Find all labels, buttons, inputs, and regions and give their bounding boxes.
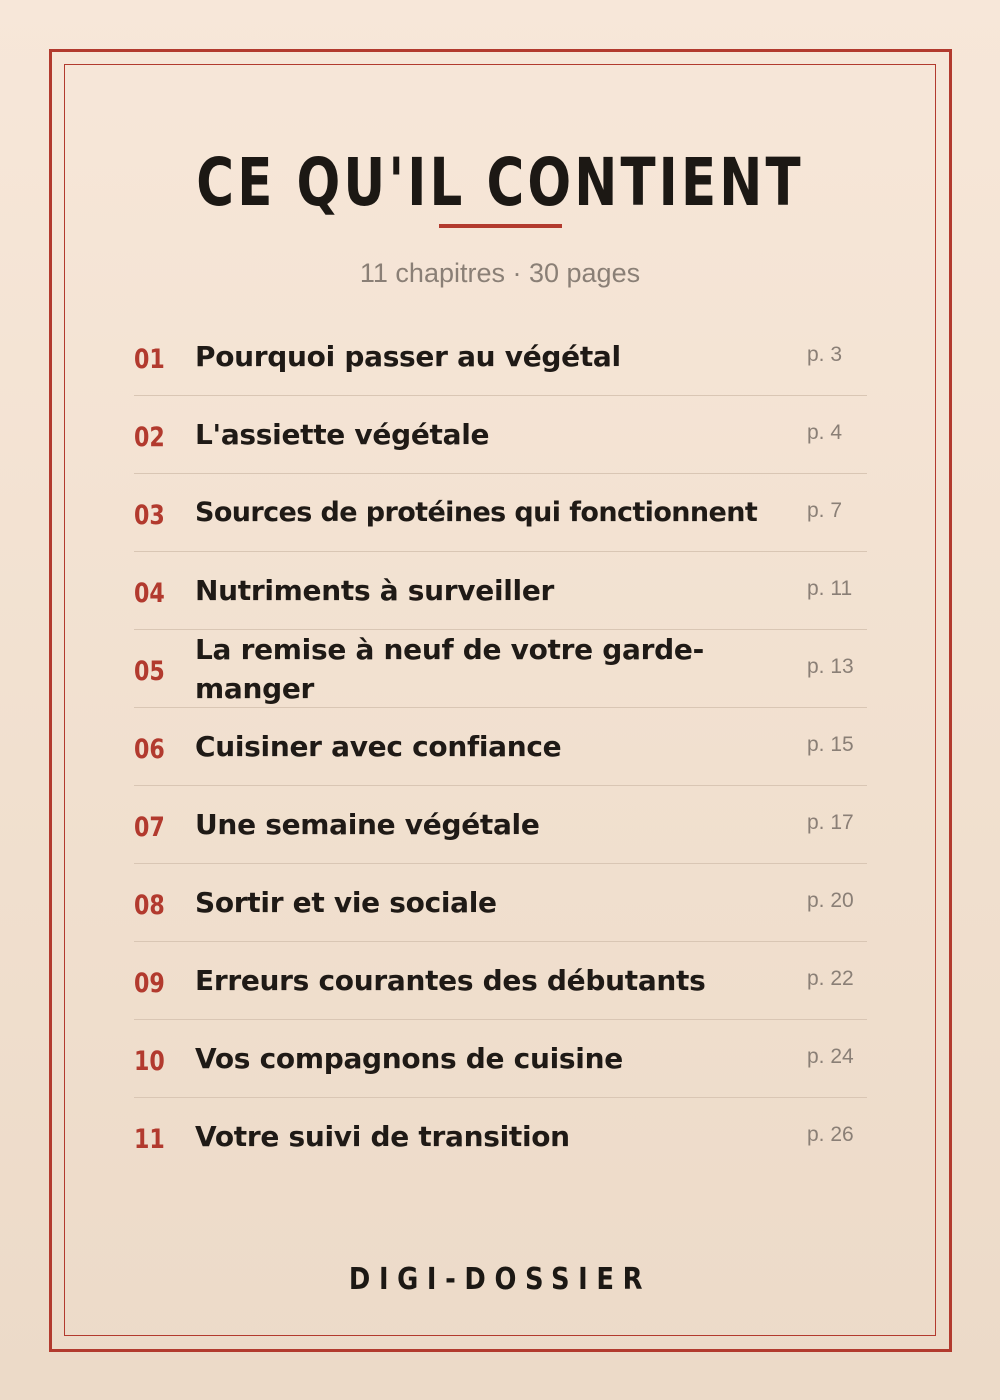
- chapter-page: p. 13: [807, 655, 854, 678]
- chapter-page: p. 4: [807, 421, 843, 444]
- chapter-title-wrap: [195, 630, 735, 707]
- chapter-title: Erreurs courantes des débutants: [195, 964, 706, 997]
- chapter-page: p. 26: [807, 1123, 854, 1146]
- table-of-contents: [134, 318, 867, 1175]
- toc-item-01[interactable]: [134, 318, 867, 396]
- page-title: CE QU'IL CONTIENT: [196, 144, 804, 221]
- chapter-title-wrap: [195, 786, 795, 863]
- toc-item-04[interactable]: [134, 552, 867, 630]
- chapter-number: 01: [134, 344, 165, 375]
- page-subtitle: 11 chapitres · 30 pages: [359, 258, 641, 288]
- chapter-title: Sources de protéines qui fonctionnent: [195, 497, 758, 528]
- brand-name: DIGI-DOSSIER: [348, 1262, 652, 1297]
- chapter-page: p. 3: [807, 343, 843, 366]
- chapter-page: p. 17: [807, 811, 854, 834]
- chapter-title: L'assiette végétale: [195, 418, 490, 451]
- chapter-title-wrap: [195, 474, 795, 551]
- toc-item-05[interactable]: [134, 630, 867, 708]
- chapter-number: 09: [134, 968, 165, 999]
- chapter-page: p. 15: [807, 733, 854, 756]
- title-underline: [439, 224, 562, 228]
- chapter-number: 10: [134, 1046, 165, 1077]
- chapter-number: 06: [134, 734, 165, 765]
- chapter-page: p. 7: [807, 499, 843, 522]
- toc-item-03[interactable]: [134, 474, 867, 552]
- chapter-title-wrap: [195, 1098, 795, 1175]
- chapter-title-wrap: [195, 318, 795, 395]
- chapter-title-wrap: [195, 708, 795, 785]
- chapter-number: 11: [134, 1124, 165, 1155]
- chapter-title: Une semaine végétale: [195, 808, 540, 841]
- chapter-page: p. 11: [807, 577, 853, 600]
- chapter-title-wrap: [195, 396, 795, 473]
- chapter-number: 05: [134, 656, 165, 687]
- chapter-number: 04: [134, 578, 165, 609]
- chapter-title: Cuisiner avec confiance: [195, 730, 562, 763]
- toc-item-09[interactable]: [134, 942, 867, 1020]
- chapter-title: Vos compagnons de cuisine: [195, 1042, 623, 1075]
- chapter-title-wrap: [195, 1020, 795, 1097]
- chapter-page: p. 22: [807, 967, 854, 990]
- chapter-number: 03: [134, 500, 165, 531]
- chapter-number: 02: [134, 422, 165, 453]
- toc-item-02[interactable]: [134, 396, 867, 474]
- toc-item-10[interactable]: [134, 1020, 867, 1098]
- chapter-title: La remise à neuf de votre garde-manger: [195, 632, 704, 705]
- chapter-title-wrap: [195, 864, 795, 941]
- chapter-title: Nutriments à surveiller: [195, 574, 555, 607]
- chapter-title: Pourquoi passer au végétal: [195, 340, 621, 373]
- toc-item-06[interactable]: [134, 708, 867, 786]
- chapter-number: 07: [134, 812, 165, 843]
- toc-item-11[interactable]: [134, 1098, 867, 1175]
- toc-item-08[interactable]: [134, 864, 867, 942]
- chapter-title-wrap: [195, 552, 795, 629]
- chapter-title: Votre suivi de transition: [195, 1120, 570, 1153]
- chapter-page: p. 20: [807, 889, 854, 912]
- chapter-title: Sortir et vie sociale: [195, 886, 497, 919]
- chapter-page: p. 24: [807, 1045, 854, 1068]
- chapter-title-wrap: [195, 942, 795, 1019]
- toc-item-07[interactable]: [134, 786, 867, 864]
- chapter-number: 08: [134, 890, 165, 921]
